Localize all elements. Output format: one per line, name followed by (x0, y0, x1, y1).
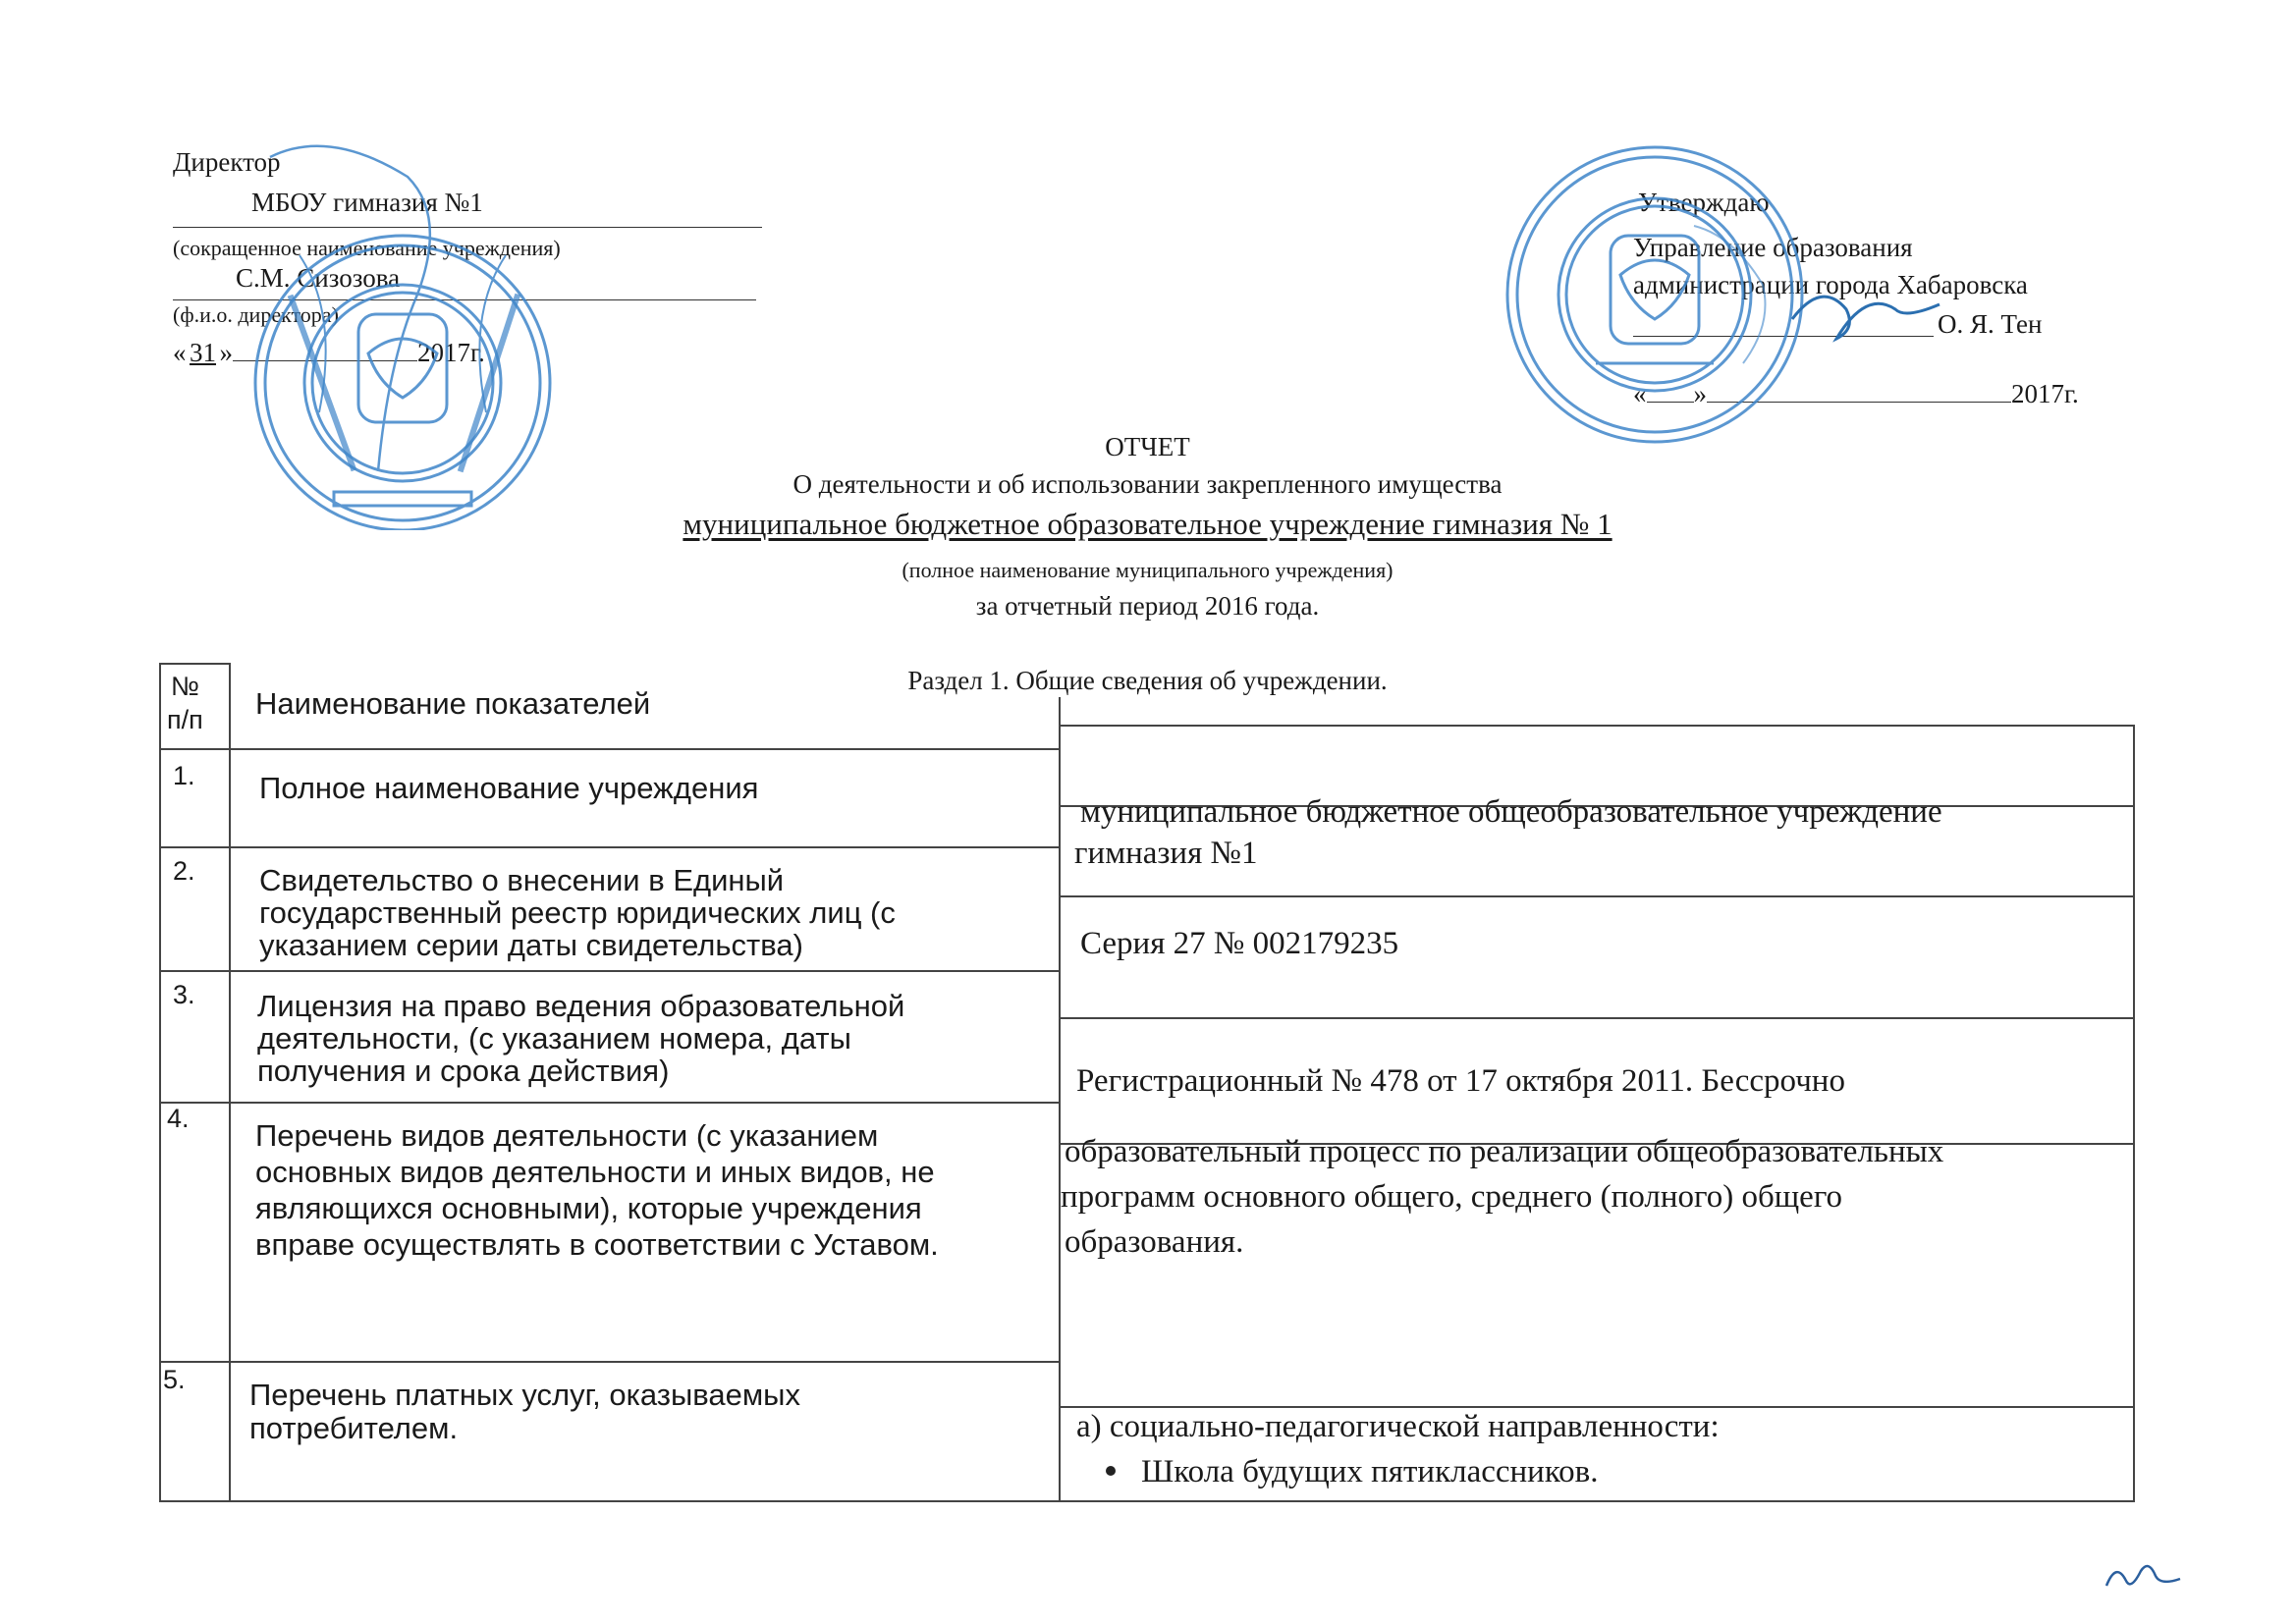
header-num-line1: № (171, 672, 199, 701)
stamp-seal-right-icon (1498, 137, 1812, 452)
right-date-close-quote: » (1693, 379, 1707, 408)
org-short-name: МБОУ гимназия №1 (251, 188, 483, 217)
row-number: 5. (163, 1365, 186, 1394)
row-label: Перечень платных услуг, оказываемых (249, 1378, 800, 1412)
table-border (159, 663, 230, 665)
header-num-line2: п/п (167, 705, 203, 734)
table-border (159, 1500, 1061, 1502)
left-date-open-quote: « (173, 338, 187, 367)
table-border (1059, 895, 2135, 897)
initials-mark-icon (2102, 1556, 2190, 1596)
bullet-icon (1106, 1466, 1116, 1476)
org-full-caption: (полное наименование муниципального учреждения) (902, 558, 1393, 582)
table-border (1059, 725, 2135, 727)
row-label: потребителем. (249, 1411, 459, 1445)
row-value: гимназия №1 (1074, 836, 1258, 871)
row-value: муниципальное бюджетное общеобразовательное учреждение (1080, 794, 1942, 830)
approve-label: Утверждаю (1638, 188, 1770, 217)
org-full-name: муниципальное бюджетное образовательное учреждение гимназия № 1 (683, 507, 1612, 541)
stamp-seal-left-icon (241, 118, 565, 530)
row-label: деятельности, (с указанием номера, даты (257, 1021, 851, 1056)
bullet-item (1106, 1453, 1599, 1490)
row-value: Серия 27 № 002179235 (1080, 926, 1399, 961)
row-label: Перечень видов деятельности (с указанием (255, 1118, 879, 1153)
approver-dept-line1: Управление образования (1633, 233, 1913, 262)
left-date-year: 2017г. (417, 338, 485, 367)
director-label: Директор (173, 147, 281, 177)
report-subtitle: О деятельности и об использовании закрепленного имущества (792, 469, 1503, 499)
row-number: 1. (173, 761, 195, 790)
row-value: образования. (1065, 1224, 1244, 1260)
director-name: С.М. Сизозова (236, 263, 401, 293)
table-border (159, 970, 1061, 972)
table-border (1059, 1500, 2135, 1502)
row-number: 3. (173, 980, 195, 1009)
org-short-caption: (сокращенное наименование учреждения) (173, 236, 561, 260)
row-label: Лицензия на право ведения образовательной (257, 989, 905, 1023)
table-border (1059, 697, 1061, 1502)
row-label: Свидетельство о внесении в Единый (259, 863, 785, 897)
left-date-day: 31 (190, 338, 216, 367)
approver-name: О. Я. Тен (1938, 309, 2043, 339)
approver-dept-line2: администрации города Хабаровска (1633, 270, 2028, 299)
left-date-close-quote: » (219, 338, 233, 367)
report-period: за отчетный период 2016 года. (975, 591, 1320, 621)
report-title: ОТЧЕТ (1105, 432, 1190, 461)
row-number: 2. (173, 856, 195, 886)
table-border (159, 748, 1061, 750)
row-value: программ основного общего, среднего (полного) общего (1061, 1179, 1843, 1215)
bullet-text: Школа будущих пятиклассников. (1141, 1454, 1599, 1489)
row-label: основных видов деятельности и иных видов, не (255, 1155, 935, 1189)
table-border (159, 1102, 1061, 1104)
table-border (159, 1361, 1061, 1363)
right-date-open-quote: « (1633, 379, 1647, 408)
director-name-caption: (ф.и.о. директора) (173, 302, 339, 327)
row-label: государственный реестр юридических лиц (с (259, 895, 896, 930)
row-label: вправе осуществлять в соответствии с Уставом. (255, 1227, 939, 1262)
row-value: Регистрационный № 478 от 17 октября 2011. Бессрочно (1076, 1063, 1845, 1099)
table-border (2133, 725, 2135, 1502)
header-indicator-name: Наименование показателей (255, 686, 651, 721)
row-label: являющихся основными), которые учреждения (255, 1191, 922, 1225)
table-border (1059, 1017, 2135, 1019)
row-value: образовательный процесс по реализации общеобразовательных (1065, 1134, 1944, 1169)
table-border (159, 846, 1061, 848)
row-label: Полное наименование учреждения (259, 771, 759, 805)
signature-right-icon (1787, 280, 1944, 358)
section-title: Раздел 1. Общие сведения об учреждении. (907, 666, 1388, 695)
row-label: получения и срока действия) (257, 1054, 670, 1088)
row-number: 4. (167, 1104, 190, 1133)
right-date-year: 2017г. (2011, 379, 2079, 408)
row-value: а) социально-педагогической направленности: (1076, 1409, 1720, 1444)
row-label: указанием серии даты свидетельства) (259, 928, 803, 962)
table-border (159, 663, 161, 1502)
table-border (229, 663, 231, 1502)
